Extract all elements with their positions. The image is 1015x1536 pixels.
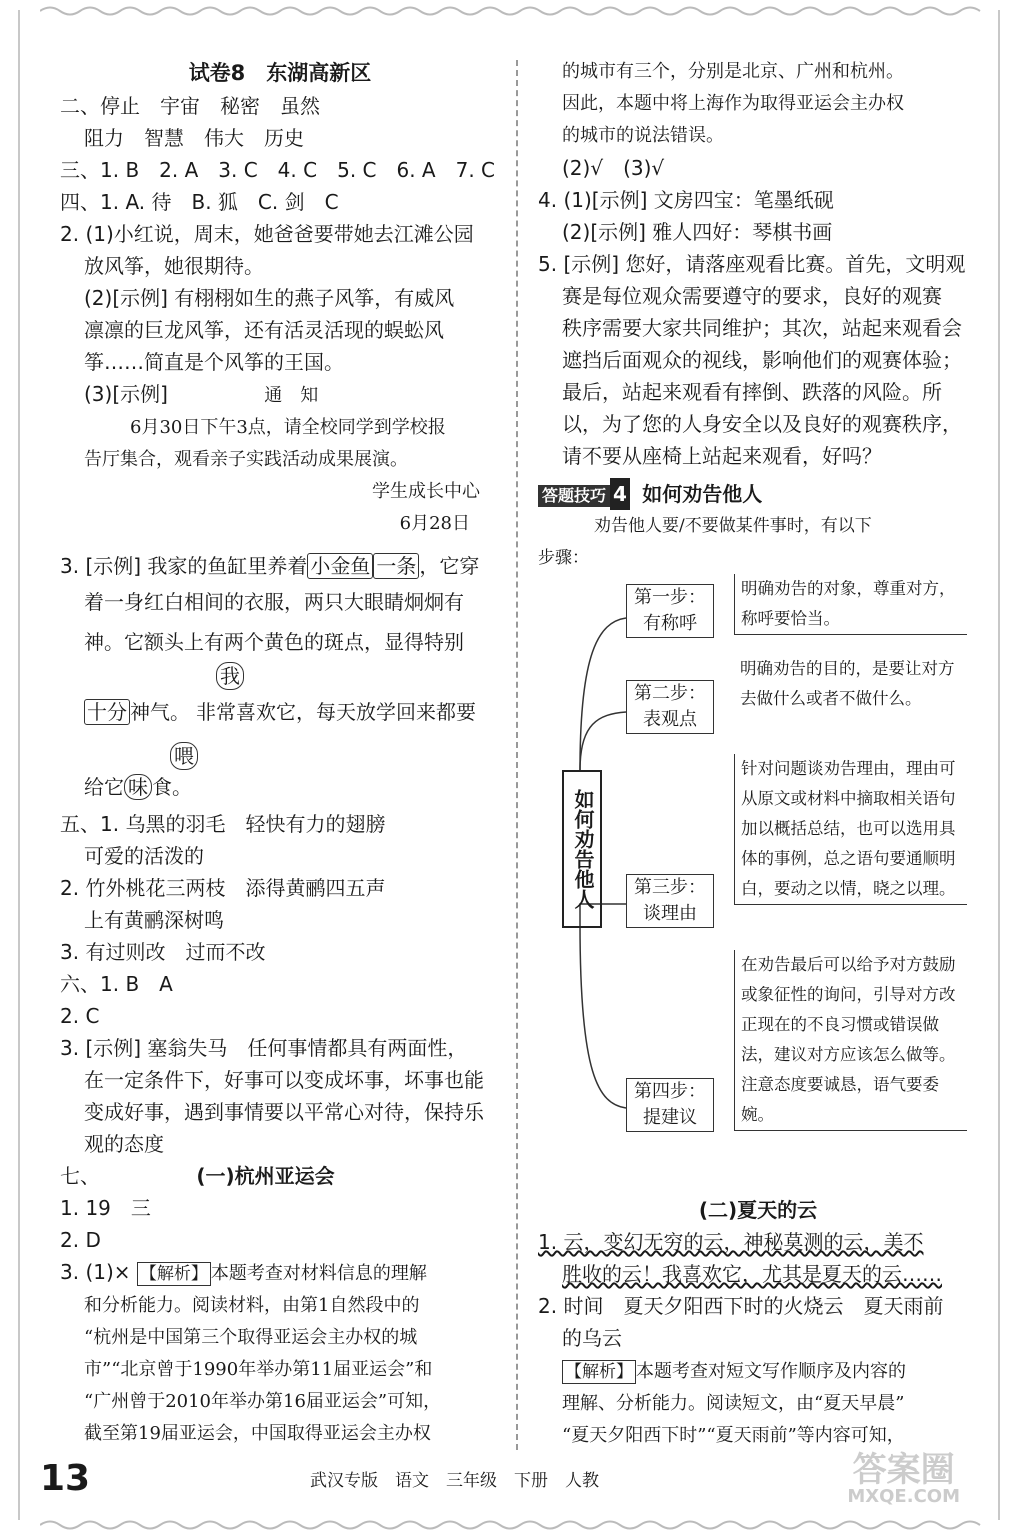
notice-date: 6月28日 bbox=[399, 513, 470, 534]
answer-line: 2. C bbox=[60, 1004, 100, 1028]
analysis-line: 的城市有三个，分别是北京、广州和杭州。 bbox=[562, 61, 904, 82]
tip-title: 如何劝告他人 bbox=[642, 482, 763, 506]
answer-line: (2)√ (3)√ bbox=[562, 156, 665, 180]
analysis-tag: 【解析】 bbox=[137, 1262, 211, 1286]
answer-text: 食。 bbox=[152, 775, 192, 799]
answer-line: 遮挡后面观众的视线，影响他们的观赛体验； bbox=[562, 348, 962, 372]
example-label: (3)[示例] bbox=[84, 382, 168, 406]
answer-line: 3. [示例] 塞翁失马 任何事情都具有两面性， bbox=[60, 1036, 468, 1060]
answer-line: 四、1. A. 待 B. 狐 C. 剑 C bbox=[60, 190, 339, 214]
answer-line: 1. 19 三 bbox=[60, 1196, 151, 1220]
notice-body: 6月30日下午3点，请全校同学到学校报 bbox=[130, 417, 446, 438]
passage-title: (一)杭州亚运会 bbox=[196, 1164, 335, 1188]
top-wave-decoration bbox=[40, 4, 985, 18]
correction-box: 小金鱼 bbox=[307, 553, 373, 579]
correction-box: 十分 bbox=[84, 699, 130, 725]
answer-text: 非常喜欢它，每天放学回来都要 bbox=[196, 700, 476, 724]
page-number: 13 bbox=[40, 1458, 91, 1499]
analysis-line: 的城市的说法错误。 bbox=[562, 125, 724, 146]
answer-line: 最后，站起来观看有摔倒、跌落的风险。所 bbox=[562, 380, 942, 404]
answer-line: 5. [示例] 您好，请落座观看比赛。首先，文明观 bbox=[538, 252, 966, 276]
answer-line bbox=[60, 378, 500, 412]
answer-text: 3. [示例] 我家的鱼缸里养着 bbox=[60, 554, 308, 578]
watermark-text: 答案圈 bbox=[852, 1450, 955, 1490]
page-title: 试卷8 东湖高新区 bbox=[188, 61, 372, 85]
correction-box: 一条 bbox=[373, 553, 419, 579]
column-divider bbox=[516, 60, 518, 1450]
answer-line: 神。它额头上有两个黄色的斑点，显得特别 bbox=[84, 630, 464, 654]
left-column bbox=[60, 56, 500, 1450]
tip-heading bbox=[538, 478, 978, 510]
step-description: 明确劝告的对象，尊重对方，称呼要恰当。 bbox=[734, 574, 967, 635]
analysis-line: “广州曾于2010年举办第16届亚运会”可知， bbox=[84, 1391, 442, 1412]
analysis-text: 本题考查对短文写作顺序及内容的 bbox=[636, 1361, 906, 1382]
answer-line: 秩序需要大家共同维护；其次，站起来观看会 bbox=[562, 316, 962, 340]
step-box: 第四步：提建议 bbox=[626, 1078, 714, 1132]
answer-text: 给它 bbox=[84, 775, 124, 799]
footer-text: 武汉专版 语文 三年级 下册 人教 bbox=[310, 1471, 599, 1491]
answer-line: 可爱的活泼的 bbox=[84, 844, 204, 868]
analysis-line: “夏天夕阳西下时”“夏天雨前”等内容可知， bbox=[562, 1425, 905, 1446]
step-box: 第一步：有称呼 bbox=[626, 584, 714, 638]
analysis-line: 理解、分析能力。阅读短文，由“夏天早晨” bbox=[562, 1393, 905, 1414]
answer-line: 胜收的云！我喜欢它，尤其是夏天的云…… bbox=[562, 1262, 942, 1286]
answer-text: 神气。 bbox=[130, 700, 190, 724]
answer-line: 凛凛的巨龙风筝，还有活灵活现的蜈蚣风 bbox=[84, 318, 444, 342]
watermark-logo bbox=[847, 1452, 960, 1506]
answer-line: (2)[示例] 雅人四好：琴棋书画 bbox=[562, 220, 833, 244]
answer-line: (2)[示例] 有栩栩如生的燕子风筝，有威风 bbox=[84, 286, 455, 310]
notice-body: 告厅集合，观看亲子实践活动成果展演。 bbox=[84, 449, 408, 470]
right-column bbox=[538, 56, 978, 1452]
watermark-url: MXQE.COM bbox=[847, 1486, 960, 1507]
step-description: 针对问题谈劝告理由，理由可从原文或材料中摘取相关语句加以概括总结，也可以选用具体的事例，总之语句要通顺明白，要动之以情，晓之以理。 bbox=[734, 754, 967, 905]
answer-line bbox=[60, 550, 500, 582]
answer-line: 的乌云 bbox=[562, 1326, 622, 1350]
answer-line: 2. (1)小红说，周末，她爸爸要带她去江滩公园 bbox=[60, 222, 474, 246]
page-footer bbox=[40, 1450, 980, 1507]
bottom-wave-decoration bbox=[40, 1518, 985, 1532]
answer-line: 在一定条件下，好事可以变成坏事，坏事也能 bbox=[84, 1068, 484, 1092]
step-box: 第二步：表观点 bbox=[626, 680, 714, 734]
answer-line: 2. D bbox=[60, 1228, 101, 1252]
notice-signature: 学生成长中心 bbox=[372, 481, 480, 502]
answer-line bbox=[60, 1256, 500, 1290]
answer-line: 二、停止 宇宙 秘密 虽然 bbox=[60, 94, 320, 118]
answer-line: 上有黄鹂深树鸣 bbox=[84, 908, 224, 932]
notice-title: 通 知 bbox=[264, 385, 319, 406]
mind-map bbox=[538, 574, 978, 1186]
analysis-text: 本题考查对材料信息的理解 bbox=[210, 1263, 427, 1284]
answer-text: 3. (1)× bbox=[60, 1260, 131, 1284]
step-box: 第三步：谈理由 bbox=[626, 874, 714, 928]
answer-line: 请不要从座椅上站起来观看，好吗？ bbox=[562, 444, 882, 468]
answer-line: 4. (1)[示例] 文房四宝：笔墨纸砚 bbox=[538, 188, 834, 212]
answer-line: 阻力 智慧 伟大 历史 bbox=[84, 126, 304, 150]
answer-line: 变成好事，遇到事情要以平常心对待，保持乐 bbox=[84, 1100, 484, 1124]
section-heading bbox=[60, 1160, 500, 1192]
tip-label: 答题技巧 bbox=[538, 485, 610, 507]
answer-text: ，它穿 bbox=[419, 554, 480, 578]
section-number: 七、 bbox=[60, 1164, 100, 1188]
answer-line: 三、1. B 2. A 3. C 4. C 5. C 6. A 7. C bbox=[60, 158, 496, 182]
tip-intro: 劝告他人要/不要做某件事时，有以下 bbox=[594, 516, 872, 536]
analysis-line: 和分析能力。阅读材料，由第1自然段中的 bbox=[84, 1295, 420, 1316]
correction-circle: 味 bbox=[124, 774, 152, 800]
answer-line: 赛是每位观众需要遵守的要求，良好的观赛 bbox=[562, 284, 942, 308]
analysis-line: 市”“北京曾于1990年举办第11届亚运会”和 bbox=[84, 1359, 433, 1380]
answer-line: 五、1. 乌黑的羽毛 轻快有力的翅膀 bbox=[60, 812, 386, 836]
tip-number: 4 bbox=[610, 478, 630, 510]
answer-line: 2. 竹外桃花三两枝 添得黄鹂四五声 bbox=[60, 876, 386, 900]
analysis-line: 截至第19届亚运会，中国取得亚运会主办权 bbox=[84, 1423, 431, 1444]
step-description: 明确劝告的目的，是要让对方去做什么或者不做什么。 bbox=[740, 659, 955, 708]
mind-map-center: 如何劝告他人 bbox=[562, 770, 602, 928]
answer-line: 以，为了您的人身安全以及良好的观赛秩序， bbox=[562, 412, 962, 436]
answer-line: 3. 有过则改 过而不改 bbox=[60, 940, 266, 964]
answer-line: 放风筝，她很期待。 bbox=[84, 254, 264, 278]
passage-title: (二)夏天的云 bbox=[698, 1198, 818, 1222]
answer-line: 1. 云，变幻无穷的云，神秘莫测的云，美不 bbox=[538, 1230, 924, 1254]
correction-insert-circle: 喂 bbox=[170, 742, 198, 770]
step-description: 在劝告最后可以给予对方鼓励或象征性的询问，引导对方改正现在的不良习惯或错误做法，建议对方应该怎么做等。注意态度要诚恳，语气要委婉。 bbox=[734, 950, 967, 1131]
answer-line: 2. 时间 夏天夕阳西下时的火烧云 夏天雨前 bbox=[538, 1294, 944, 1318]
answer-line bbox=[60, 732, 500, 808]
tip-intro: 步骤： bbox=[538, 548, 589, 568]
answer-line bbox=[60, 662, 500, 732]
correction-insert-circle: 我 bbox=[216, 662, 244, 690]
answer-line: 筝……简直是个风筝的王国。 bbox=[84, 350, 344, 374]
answer-line bbox=[538, 1354, 978, 1388]
answer-line: 六、1. B A bbox=[60, 972, 173, 996]
analysis-line: “杭州是中国第三个取得亚运会主办权的城 bbox=[84, 1327, 418, 1348]
answer-line: 观的态度 bbox=[84, 1132, 164, 1156]
answer-line: 着一身红白相间的衣服，两只大眼睛炯炯有 bbox=[84, 590, 464, 614]
analysis-line: 因此，本题中将上海作为取得亚运会主办权 bbox=[562, 93, 904, 114]
analysis-tag: 【解析】 bbox=[562, 1360, 636, 1384]
